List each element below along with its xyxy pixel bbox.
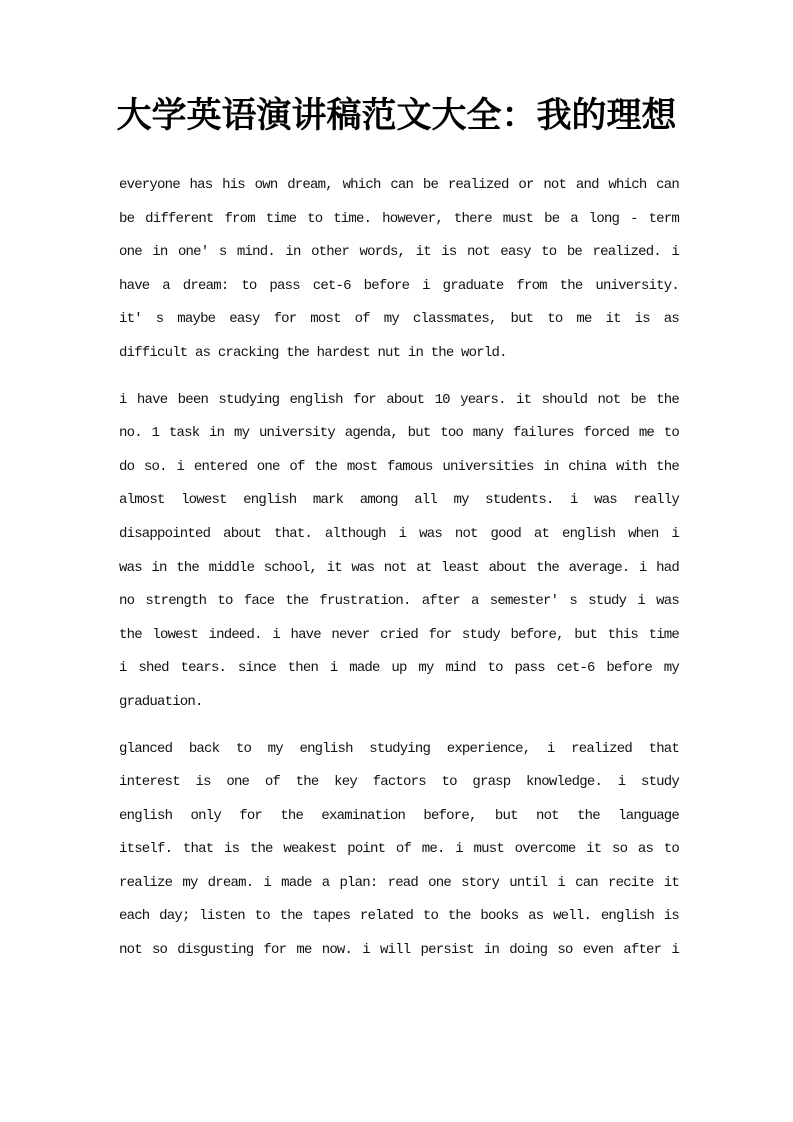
text-line: no strength to face the frustration. after a semester' s study i was — [119, 593, 679, 610]
paragraph — [119, 733, 679, 968]
text-line: no. 1 task in my university agenda, but too many failures forced me to — [119, 425, 679, 442]
document-title: 大学英语演讲稿范文大全：我的理想 — [116, 96, 677, 135]
text-line: be different from time to time. however, there must be a long - term — [119, 210, 679, 227]
text-line: disappointed about that. although i was not good at english when i — [119, 525, 679, 542]
text-line: english only for the examination before, but not the language — [119, 807, 679, 824]
text-line: itself. that is the weakest point of me. i must overcome it so as to — [119, 841, 679, 858]
text-line: i have been studying english for about 10 years. it should not be the — [119, 391, 679, 408]
text-line: everyone has his own dream, which can be realized or not and which can — [119, 177, 679, 193]
text-line: glanced back to my english studying experience, i realized that — [119, 740, 679, 757]
text-line: i shed tears. since then i made up my mind to pass cet-6 before my — [119, 660, 679, 677]
text-line: do so. i entered one of the most famous universities in china with the — [119, 458, 679, 475]
text-line: each day; listen to the tapes related to the books as well. english is — [119, 908, 679, 925]
text-line: the lowest indeed. i have never cried for study before, but this time — [119, 626, 679, 643]
text-line: realize my dream. i made a plan: read one story until i can recite it — [119, 874, 679, 891]
text-line: interest is one of the key factors to grasp knowledge. i study — [119, 774, 679, 791]
paragraph — [119, 169, 679, 371]
text-line: it' s maybe easy for most of my classmates, but to me it is as — [119, 311, 679, 328]
text-line: graduation. — [119, 693, 203, 710]
text-line: have a dream: to pass cet-6 before i graduate from the university. — [119, 277, 679, 294]
text-line: was in the middle school, it was not at least about the average. i had — [119, 559, 679, 576]
text-line: not so disgusting for me now. i will persist in doing so even after i — [119, 942, 679, 959]
text-line: difficult as cracking the hardest nut in the world. — [119, 344, 507, 361]
text-line: one in one' s mind. in other words, it is not easy to be realized. i — [119, 244, 679, 261]
document-body — [119, 169, 679, 968]
text-line: almost lowest english mark among all my students. i was really — [119, 492, 679, 509]
paragraph — [119, 384, 679, 720]
